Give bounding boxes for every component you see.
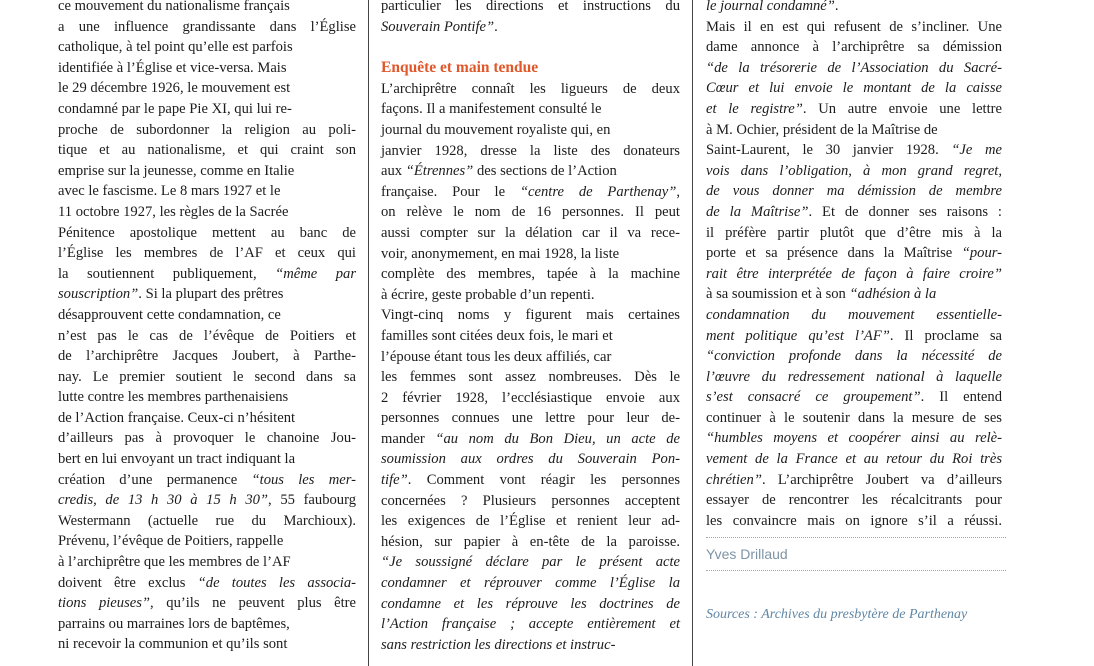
text-line: il préfère partir plutôt que d’être mis à la bbox=[706, 224, 1002, 241]
text-line: le journal condamné”. bbox=[706, 0, 839, 14]
text-line: chrétien”. L’archiprêtre Joubert va d’ailleurs bbox=[706, 471, 1002, 488]
text-line: “de la trésorerie de l’Association du Sacré- bbox=[706, 59, 1002, 76]
text-line: à écrire, geste probable d’un repenti. bbox=[381, 286, 595, 303]
text-line: ni recevoir la communion et qu’ils sont bbox=[58, 636, 288, 653]
column-3-body bbox=[706, 0, 1002, 531]
text-line: nay. Le premier soutient le second dans sa bbox=[58, 368, 356, 385]
text-line: Mais il en est qui refusent de s’incliner. Une bbox=[706, 18, 1002, 35]
text-line: de l’archiprêtre Jacques Joubert, à Parthe- bbox=[58, 348, 356, 365]
text-line: les femmes sont assez nombreuses. Dès le bbox=[381, 369, 680, 386]
text-line: soumission aux ordres du Souverain Pon- bbox=[381, 451, 680, 468]
article-column-2 bbox=[381, 0, 680, 655]
text-line: mander “au nom du Bon Dieu, un acte de bbox=[381, 430, 680, 447]
column-divider bbox=[368, 0, 369, 666]
column-2-continuation bbox=[381, 0, 680, 37]
text-line: porte et sa présence dans la Maîtrise “pour- bbox=[706, 245, 1002, 262]
article-column-1 bbox=[58, 0, 356, 655]
text-line: l’Action française ; accepte entièrement et bbox=[381, 616, 680, 633]
text-line: complète des membres, tapée à la machine bbox=[381, 266, 680, 283]
text-line: de vous donner ma démission de membre bbox=[706, 183, 1002, 200]
text-line: vement de la France et au retour du Roi très bbox=[706, 451, 1002, 468]
text-line: Cœur et lui envoie le montant de la caisse bbox=[706, 80, 1002, 97]
section-heading: Enquête et main tendue bbox=[381, 59, 539, 77]
sources-note: Sources : Archives du presbytère de Parthenay bbox=[706, 607, 968, 623]
text-line: tions pieuses”, qu’ils ne peuvent plus être bbox=[58, 595, 356, 612]
text-line: n’est pas le cas de l’évêque de Poitiers et bbox=[58, 327, 356, 344]
text-line: aussi compter sur la délation car il va rece- bbox=[381, 224, 680, 241]
text-line: on relève le nom de 16 personnes. Il peut bbox=[381, 204, 680, 221]
text-line: personnes connues une lettre pour leur de- bbox=[381, 410, 680, 427]
text-line: façons. Il a manifestement consulté le bbox=[381, 101, 602, 118]
text-line: voir, anonymement, en mai 1928, la liste bbox=[381, 245, 620, 262]
text-line: condamné par le pape Pie XI, qui lui re- bbox=[58, 100, 292, 117]
text-line: journal du mouvement royaliste qui, en bbox=[381, 121, 611, 138]
article-column-3 bbox=[706, 0, 1002, 626]
text-line: condamner et réprouver comme l’Église la bbox=[381, 575, 680, 592]
text-line: “conviction profonde dans la nécessité de bbox=[706, 348, 1002, 365]
text-line: création d’une permanence “tous les mer- bbox=[58, 471, 356, 488]
text-line: l’œuvre du redressement national à laquelle bbox=[706, 368, 1002, 385]
column-divider bbox=[692, 0, 693, 666]
text-line: aux “Étrennes” des sections de l’Action bbox=[381, 163, 617, 180]
text-line: rait être interprétée de façon à faire croire” bbox=[706, 265, 1002, 282]
text-line: L’archiprêtre connaît les ligueurs de deux bbox=[381, 80, 680, 97]
text-line: janvier 1928, dresse la liste des donateurs bbox=[381, 142, 680, 159]
text-line: Saint-Laurent, le 30 janvier 1928. “Je me bbox=[706, 142, 1002, 159]
text-line: essayer de rencontrer les récalcitrants pour bbox=[706, 492, 1002, 509]
dotted-separator bbox=[706, 570, 1006, 571]
text-line: concernées ? Plusieurs personnes acceptent bbox=[381, 492, 680, 509]
text-line: sans restriction les directions et instruc- bbox=[381, 636, 616, 653]
text-line: Vingt-cinq noms y figurent mais certaines bbox=[381, 307, 680, 324]
text-line: dame annonce à l’archiprêtre sa démission bbox=[706, 39, 1002, 56]
text-line: 11 octobre 1927, les règles de la Sacrée bbox=[58, 203, 289, 220]
text-line: l’Église les membres de l’AF et ceux qui bbox=[58, 245, 356, 262]
text-line: ce mouvement du nationalisme français bbox=[58, 0, 290, 14]
column-2-body bbox=[381, 79, 680, 656]
text-line: lutte contre les membres parthenaisiens bbox=[58, 389, 289, 406]
text-line: de la Maîtrise”. Et de donner ses raisons : bbox=[706, 203, 1002, 220]
text-line: continuer à le soutenir dans la mesure de ses bbox=[706, 409, 1002, 426]
text-line: le 29 décembre 1926, le mouvement est bbox=[58, 80, 291, 97]
text-line: vois dans l’obligation, à mon grand regret, bbox=[706, 162, 1002, 179]
text-line: l’épouse étant tous les deux affiliés, car bbox=[381, 348, 612, 365]
text-line: credis, de 13 h 30 à 15 h 30”, 55 faubourg bbox=[58, 492, 356, 509]
text-line: emprise sur la jeunesse, comme en Italie bbox=[58, 162, 295, 179]
text-line: ment politique qu’est l’AF”. Il proclame sa bbox=[706, 327, 1002, 344]
text-line: familles sont citées deux fois, le mari et bbox=[381, 327, 613, 344]
text-line: bert en lui envoyant un tract indiquant la bbox=[58, 451, 296, 468]
text-line: la soutiennent publiquement, “même par bbox=[58, 265, 356, 282]
text-line: “Je soussigné déclare par le présent acte bbox=[381, 554, 680, 571]
text-line: souscription”. Si la plupart des prêtres bbox=[58, 286, 284, 303]
text-line: de l’Action française. Ceux-ci n’hésitent bbox=[58, 409, 296, 426]
text-line: à sa soumission et à son “adhésion à la bbox=[706, 286, 937, 303]
text-line: tique et au nationalisme, et qui craint son bbox=[58, 142, 356, 159]
text-line: identifiée à l’Église et vice-versa. Mais bbox=[58, 59, 287, 76]
text-line: les convaincre mais on ignore s’il a réussi. bbox=[706, 512, 1002, 529]
text-line: catholique, à tel point qu’elle est parfois bbox=[58, 39, 293, 56]
text-line: proche de subordonner la religion au poli- bbox=[58, 121, 356, 138]
text-line: à M. Ochier, président de la Maîtrise de bbox=[706, 121, 938, 138]
text-line: Souverain Pontife”. bbox=[381, 18, 498, 35]
text-line: à l’archiprêtre que les membres de l’AF bbox=[58, 554, 291, 571]
dotted-separator bbox=[706, 537, 1006, 538]
text-line: avec le fascisme. Le 8 mars 1927 et le bbox=[58, 183, 281, 200]
text-line: condamnation du mouvement essentielle- bbox=[706, 306, 1002, 323]
text-line: “humbles moyens et coopérer ainsi au relè- bbox=[706, 430, 1002, 447]
text-line: hésion, sur papier à en-tête de la paroisse. bbox=[381, 533, 680, 550]
text-line: désapprouvent cette condamnation, ce bbox=[58, 306, 281, 323]
text-line: les exigences de l’Église et renient leur ad- bbox=[381, 513, 680, 530]
text-line: et le registre”. Un autre envoie une lettre bbox=[706, 100, 1003, 117]
text-line: parrains ou marraines lors de baptêmes, bbox=[58, 615, 290, 632]
author-byline: Yves Drillaud bbox=[706, 546, 788, 563]
text-line: condamne et les réprouve les doctrines de bbox=[381, 595, 680, 612]
text-line: Pénitence apostolique mettent au banc de bbox=[58, 224, 356, 241]
text-line: a une influence grandissante dans l’Église bbox=[58, 18, 356, 35]
text-line: particulier les directions et instructions du bbox=[381, 0, 680, 14]
text-line: d’ailleurs pas à provoquer le chanoine Jou- bbox=[58, 430, 356, 447]
text-line: Prévenu, l’évêque de Poitiers, rappelle bbox=[58, 533, 284, 550]
text-line: française. Pour le “centre de Parthenay”, bbox=[381, 183, 680, 200]
text-line: s’est consacré ce groupement”. Il entend bbox=[706, 389, 1002, 406]
text-line: 2 février 1928, l’ecclésiastique envoie aux bbox=[381, 389, 680, 406]
text-line: tife”. Comment vont réagir les personnes bbox=[381, 472, 680, 489]
text-line: doivent être exclus “de toutes les associa- bbox=[58, 574, 356, 591]
text-line: Westermann (actuelle rue du Marchioux). bbox=[58, 512, 356, 529]
